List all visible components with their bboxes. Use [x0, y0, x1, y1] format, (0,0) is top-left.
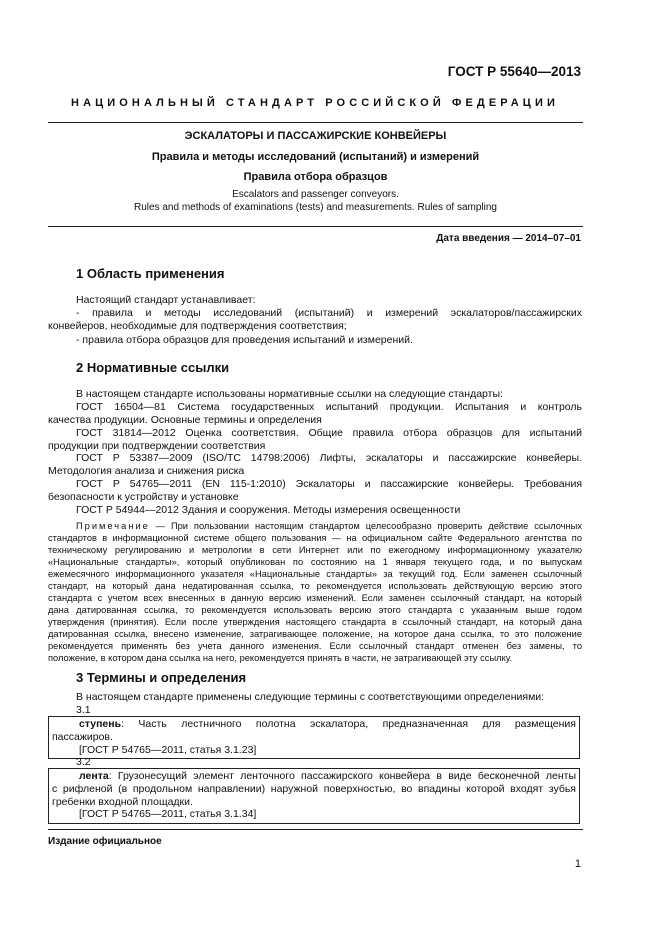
document-subtitle-1: Правила и методы исследований (испытаний) и измерений — [151, 151, 480, 163]
term-2-box — [48, 768, 580, 824]
header-divider — [48, 122, 583, 123]
reference-2-cont: продукции при подтверждении соответствия — [48, 440, 266, 452]
document-title: ЭСКАЛАТОРЫ И ПАССАЖИРСКИЕ КОНВЕЙЕРЫ — [184, 130, 447, 142]
reference-3: ГОСТ Р 53387—2009 (ISO/TC 14798:2006) Лифты, эскалаторы и пассажирские конвейеры. — [76, 452, 582, 464]
page-number: 1 — [574, 858, 581, 870]
document-subtitle-2: Правила отбора образцов — [243, 171, 388, 183]
reference-4-cont: безопасности к устройству и установке — [48, 491, 239, 503]
footer-divider — [48, 829, 583, 830]
official-edition-label: Издание официальное — [48, 836, 162, 847]
reference-1-cont: качества продукции. Основные термины и определения — [48, 414, 322, 426]
note-line-8: дана датированная ссылка, то рекомендуется использовать версию этого стандарта с указанным выше годом — [48, 605, 582, 615]
title-divider — [48, 226, 583, 227]
section-2-intro: В настоящем стандарте использованы нормативные ссылки на следующие стандарты: — [76, 388, 503, 400]
term-1-line-1 — [52, 718, 576, 731]
note-line-3: техническому регулированию и метрологии в сети Интернет или по ежегодному информационному указателю — [48, 545, 582, 555]
term-2-line-1 — [52, 770, 576, 783]
section-1-item-1-cont: конвейеров, необходимые для подтверждения соответствия; — [48, 320, 347, 332]
term-1-line-2: пассажиров. — [52, 730, 113, 743]
note-label: Примечание — [76, 521, 150, 531]
reference-4: ГОСТ Р 54765—2011 (EN 115-1:2010) Эскалаторы и пассажирские конвейеры. Требования — [76, 478, 582, 490]
term-1-definition: : Часть лестничного полотна эскалатора, предназначенная для размещения — [121, 718, 576, 730]
reference-3-cont: Методология анализа и снижения риска — [48, 465, 245, 477]
note-text: — При пользовании настоящим стандартом целесообразно проверить действие ссылочных — [149, 521, 582, 531]
term-1-word: ступень — [79, 718, 122, 730]
term-1-box — [48, 716, 580, 759]
gost-code: ГОСТ Р 55640—2013 — [447, 64, 581, 79]
note-line-10: датированная ссылка, внесено изменение, затрагивающее положение, на которое дана ссылка, то это положение — [48, 629, 582, 639]
section-3-heading: 3 Термины и определения — [76, 670, 247, 685]
section-1-heading: 1 Область применения — [76, 266, 225, 281]
note-line-6: стандарт, на который дана недатированная ссылка, то рекомендуется использовать действующую версию этого — [48, 581, 582, 591]
term-1-number: 3.1 — [76, 704, 91, 716]
note-line-11: рекомендуется применять без учета данного изменения. Если ссылочный стандарт отменен без замены, то — [48, 641, 582, 651]
section-1-paragraph: Настоящий стандарт устанавливает: — [76, 294, 256, 306]
note-line-12: положение, в котором дана ссылка на него, рекомендуется принять в части, не затрагивающей эту ссылку. — [48, 653, 513, 663]
note-line-9: утверждения (принятия). Если после утверждения настоящего стандарта в ссылочный стандарт, на который дана — [48, 617, 582, 627]
note-line-7: стандарта с учетом всех внесенных в данную версию изменений. Если заменен ссылочный стандарт, на который — [48, 593, 582, 603]
english-title-1: Escalators and passenger conveyors. — [232, 189, 399, 200]
national-standard-banner: НАЦИОНАЛЬНЫЙ СТАНДАРТ РОССИЙСКОЙ ФЕДЕРАЦИИ — [71, 97, 559, 109]
reference-5: ГОСТ Р 54944—2012 Здания и сооружения. Методы измерения освещенности — [76, 504, 461, 516]
reference-2: ГОСТ 31814—2012 Оценка соответствия. Общие правила отбора образцов для испытаний — [76, 427, 582, 439]
note-line-2: стандартов в информационной системе общего пользования — на официальном сайте Федерального агентства по — [48, 533, 582, 543]
english-title-2: Rules and methods of examinations (tests) and measurements. Rules of sampling — [134, 202, 497, 213]
term-2-source: [ГОСТ Р 54765—2011, статья 3.1.34] — [79, 808, 257, 821]
term-2-line-3: гребенки входной площадки. — [52, 795, 193, 808]
reference-1: ГОСТ 16504—81 Система государственных испытаний продукции. Испытания и контроль — [76, 401, 582, 413]
term-2-number: 3.2 — [76, 756, 91, 768]
section-1-item-2: - правила отбора образцов для проведения испытаний и измерений. — [76, 334, 413, 346]
section-3-intro: В настоящем стандарте применены следующие термины с соответствующими определениями: — [76, 691, 545, 703]
term-2-definition: : Грузонесущий элемент ленточного пассажирского конвейера в виде бесконечной ленты — [108, 770, 576, 782]
introduction-date: Дата введения — 2014–07–01 — [436, 233, 581, 244]
note-line-1 — [76, 521, 582, 533]
note-line-5: ежемесячного информационного указателя «Национальные стандарты» за текущий год. Если заменен ссылочный — [48, 569, 582, 579]
term-2-word: лента — [79, 770, 109, 782]
term-2-line-2: с рифленой (в продольном направлении) наружной поверхностью, во впадины которой входят зубья — [52, 782, 576, 795]
section-1-item-1: - правила и методы исследований (испытаний) и измерений эскалаторов/пассажирских — [76, 307, 582, 319]
section-2-heading: 2 Нормативные ссылки — [76, 360, 230, 375]
term-1-source: [ГОСТ Р 54765—2011, статья 3.1.23] — [79, 743, 257, 756]
note-line-4: «Национальные стандарты», который опубликован по состоянию на 1 января текущего года, и по выпускам — [48, 557, 582, 567]
